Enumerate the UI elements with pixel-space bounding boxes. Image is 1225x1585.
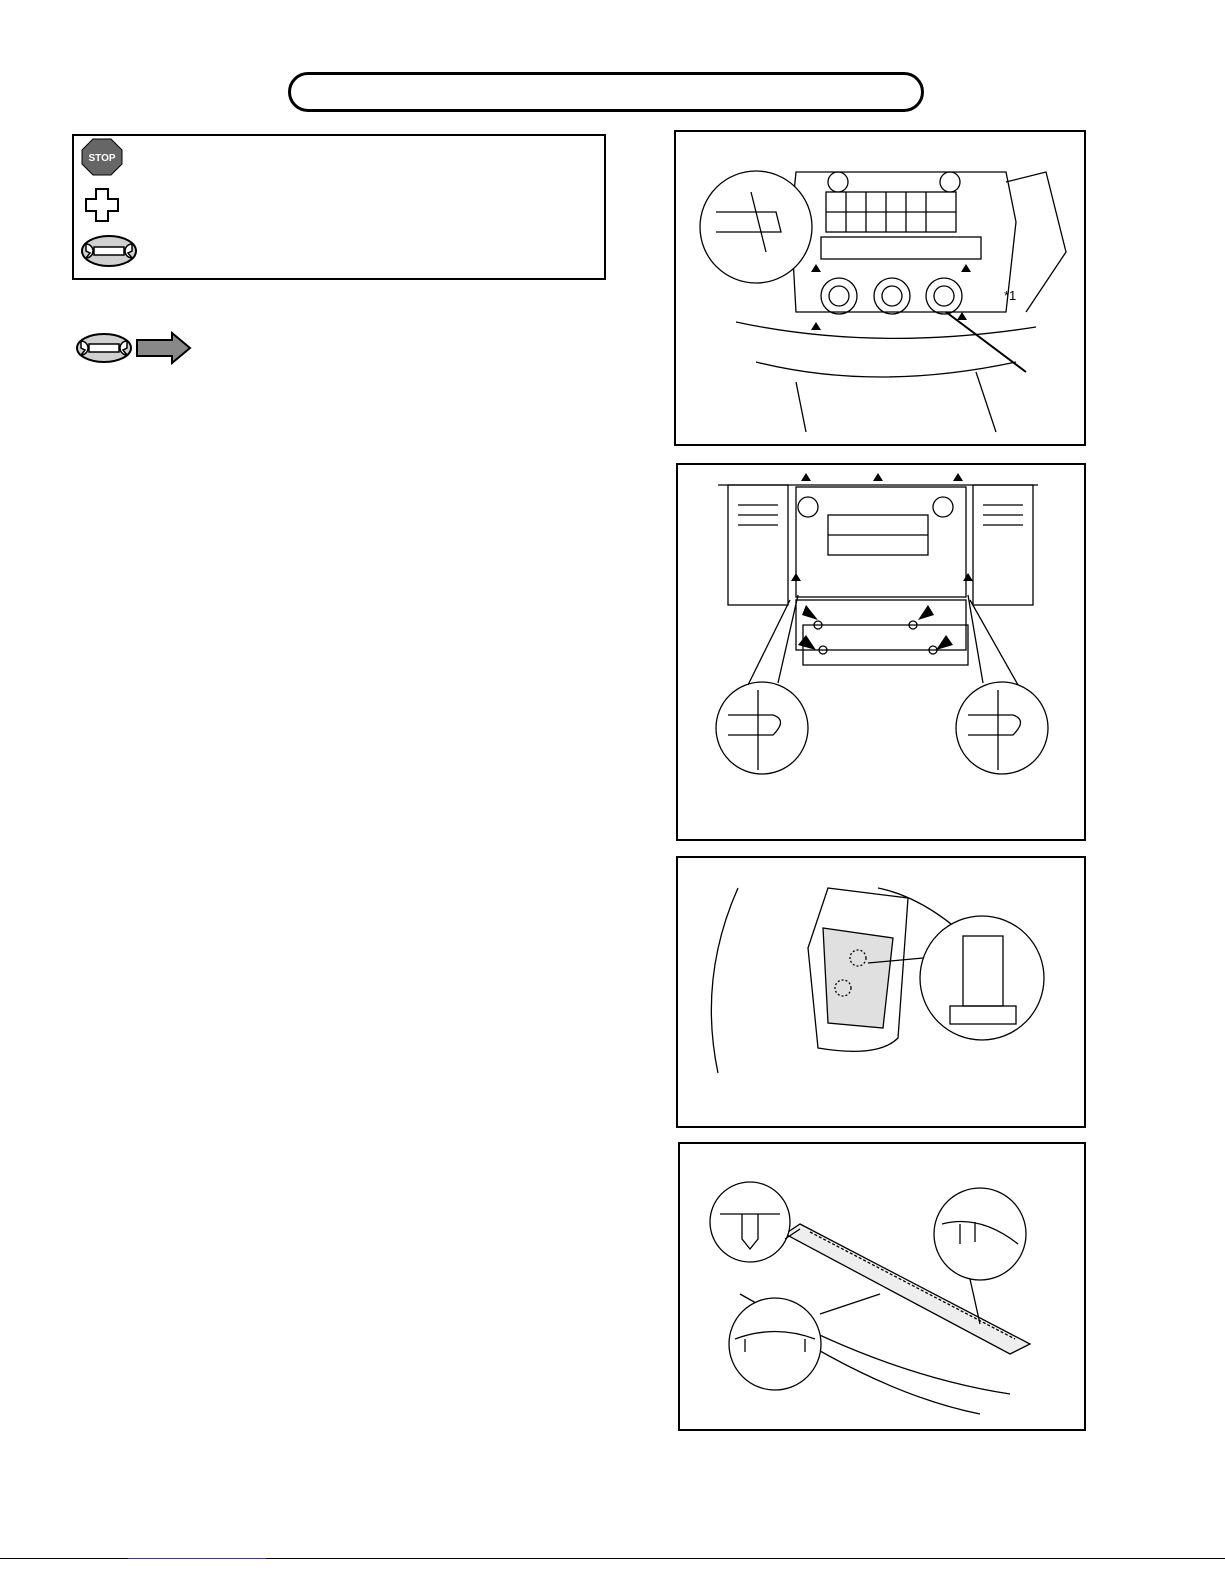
legend-row-wrench bbox=[80, 232, 152, 274]
wrench-arrow-icon bbox=[74, 330, 194, 371]
footer-link-underline[interactable] bbox=[128, 1558, 266, 1559]
figure-dash-lower-panel bbox=[674, 130, 1086, 446]
legend-row-plus bbox=[80, 186, 138, 228]
figure-center-cluster-panel bbox=[676, 463, 1086, 841]
plus-cross-icon bbox=[80, 185, 124, 230]
figure-pedal-clip bbox=[676, 856, 1086, 1128]
legend-box bbox=[72, 134, 606, 280]
svg-text:STOP: STOP bbox=[88, 152, 116, 164]
page-title bbox=[288, 72, 924, 112]
legend-row-stop bbox=[80, 138, 138, 180]
stop-sign-icon bbox=[80, 137, 124, 182]
callout-label: *1 bbox=[1004, 288, 1017, 303]
figure-door-scuff-plate bbox=[678, 1142, 1086, 1431]
wrench-icon bbox=[80, 231, 138, 276]
